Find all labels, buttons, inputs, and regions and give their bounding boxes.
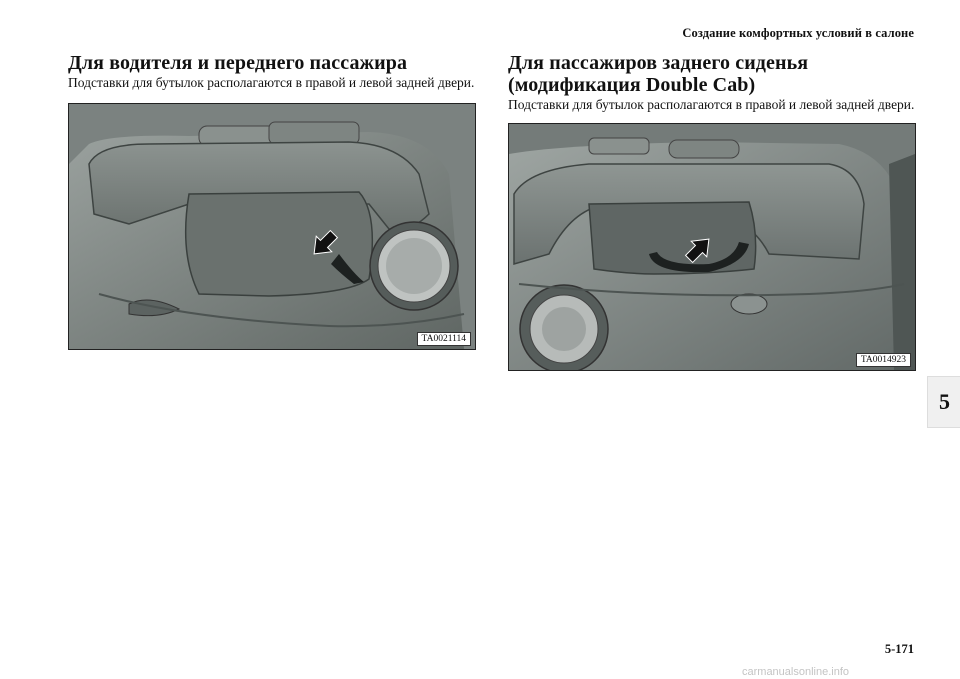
chapter-tab: 5 [927, 376, 960, 428]
figure-code: TA0014923 [856, 353, 911, 367]
rear-door-drawing [509, 124, 915, 370]
section-text: Подставки для бутылок располагаются в правой и левой задней двери. [508, 97, 915, 112]
front-door-drawing [69, 104, 475, 349]
section-rear-seats [508, 52, 918, 113]
page-number: 5-171 [884, 642, 914, 656]
section-heading: Для водителя и переднего пассажира [68, 52, 408, 74]
running-header: Создание комфортных условий в салоне [682, 26, 914, 40]
section-heading: Для пассажиров заднего сиденья (модификация Double Cab) [508, 52, 809, 96]
section-text: Подставки для бутылок располагаются в правой и левой задней двери. [68, 75, 475, 90]
watermark: carmanualsonline.info [742, 666, 850, 678]
figure-code: TA0021114 [417, 332, 471, 346]
front-door-illustration [68, 103, 476, 350]
section-front-seats [68, 52, 478, 91]
rear-door-illustration [508, 123, 916, 371]
